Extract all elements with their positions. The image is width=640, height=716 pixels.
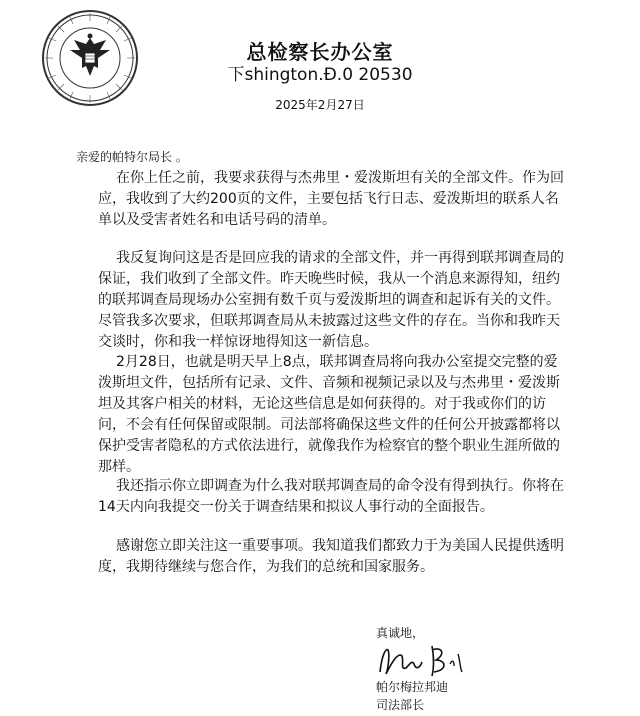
paragraph-3: 2月28日，也就是明天早上8点，联邦调查局将向我办公室提交完整的爱泼斯坦文件，包括所有记录、文件、音频和视频记录以及与杰弗里・爱泼斯坦及其客户相关的材料，无论这些信息是如何获得的。对于我或你们的访问，不会有任何保留或限制。司法部将确保这些文件的任何公开披露都将以保护受害者隐私的方式依法进行，就像我作为检察官的整个职业生涯所做的那样。 (98, 354, 560, 475)
salutation: 亲爱的帕特尔局长 。 (76, 150, 188, 164)
letter-date: 2025年2月27日 (275, 98, 365, 112)
signer-name: 帕尔梅拉邦迪 (376, 680, 449, 694)
signer-title: 司法部长 (376, 698, 425, 712)
closing: 真诚地， (376, 626, 425, 640)
paragraph-2: 我反复询问这是否是回应我的请求的全部文件，并一再得到联邦调查局的保证，我们收到了全部文件。昨天晚些时候，我从一个消息来源得知，纽约的联邦调查局现场办公室拥有数千页与爱泼斯坦的调查和起诉有关的文件。尽管我多次要求，但联邦调查局从未披露过这些文件的存在。当你和我昨天交谈时，你和我一样惊讶地得知这一新信息。 (98, 250, 564, 350)
paragraph-4: 我还指示你立即调查为什么我对联邦调查局的命令没有得到执行。你将在14天内向我提交一份关于调查结果和拟议人事行动的全面报告。 (98, 478, 564, 515)
office-address: 下shington.Đ.0 20530 (227, 65, 413, 85)
signature-icon (376, 642, 466, 680)
paragraph-5: 感谢您立即关注这一重要事项。我知道我们都致力于为美国人民提供透明度，我期待继续与您合作，为我们的总统和国家服务。 (98, 538, 564, 575)
office-title: 总检察长办公室 (246, 40, 394, 64)
paragraph-1: 在你上任之前，我要求获得与杰弗里・爱泼斯坦有关的全部文件。作为回应，我收到了大约200页的文件，主要包括飞行日志、爱泼斯坦的联系人名单以及受害者姓名和电话号码的清单。 (98, 170, 564, 228)
